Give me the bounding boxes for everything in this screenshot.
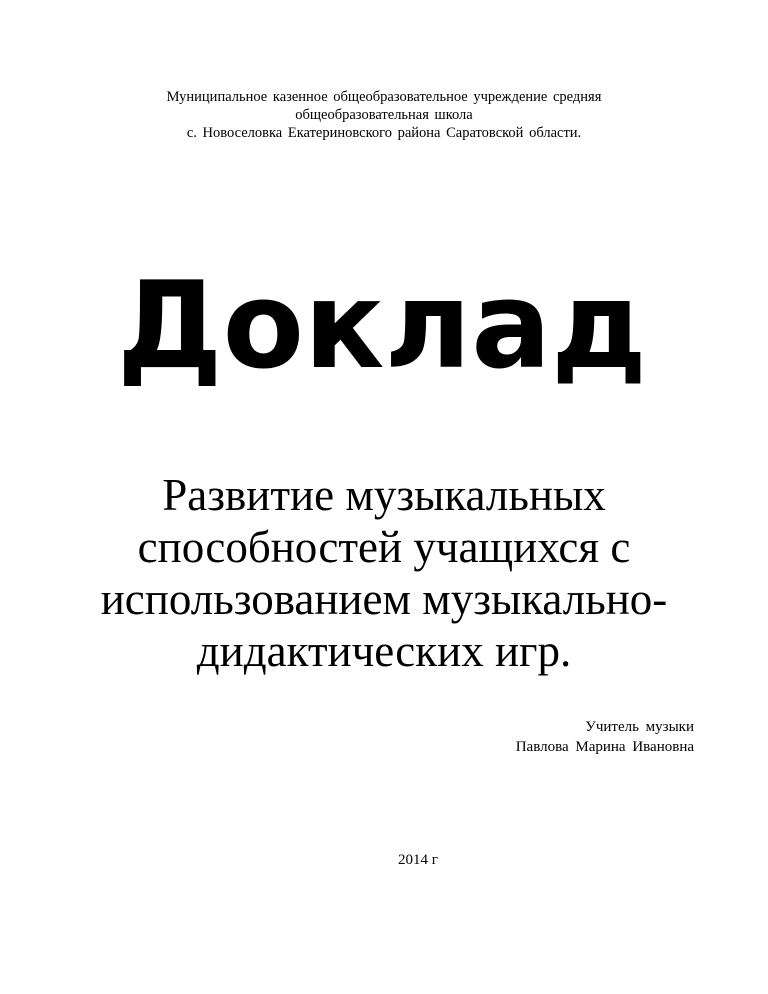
title-line-4: дидактических игр. (196, 626, 572, 676)
header-line-2: общеобразовательная школа (295, 107, 473, 123)
author-role: Учитель музыки (585, 719, 694, 735)
header-line-1: Муниципальное казенное общеобразовательное учреждение средняя (166, 89, 602, 105)
header-line-3: с. Новоселовка Екатериновского района Саратовской области. (186, 125, 582, 141)
author-block (516, 717, 694, 757)
report-title (0, 469, 768, 677)
school-header (0, 88, 768, 142)
title-line-1: Развитие музыкальных (162, 470, 606, 520)
title-line-3: использованием музыкально- (100, 574, 668, 624)
document-year: 2014 г (398, 852, 438, 868)
author-name: Павлова Марина Ивановна (515, 739, 694, 755)
wordart-banner (112, 255, 652, 395)
title-line-2: способностей учащихся с (137, 522, 631, 572)
wordart-text: Доклад (117, 257, 647, 395)
wordart-graphic (112, 255, 652, 395)
